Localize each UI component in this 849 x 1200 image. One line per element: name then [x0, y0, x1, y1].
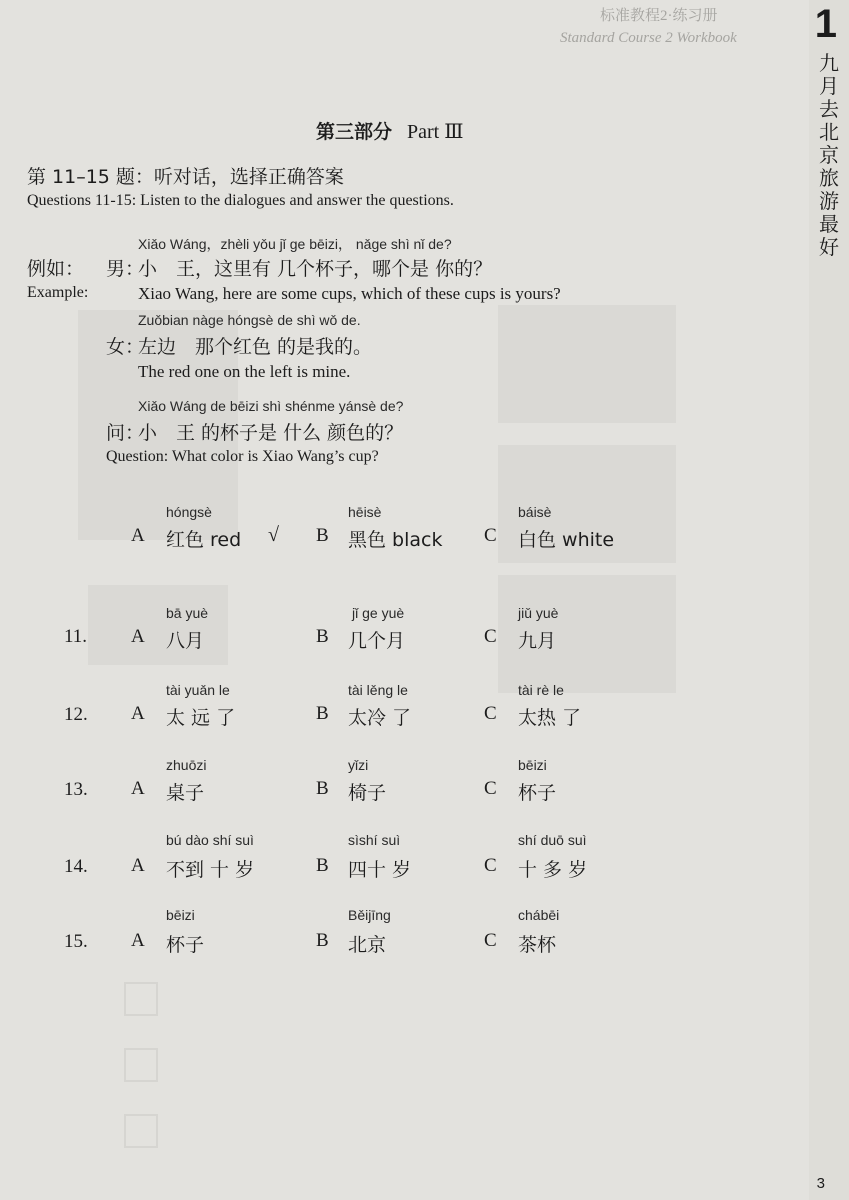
question-13-option-b-pinyin: yǐzi: [348, 757, 369, 773]
section-title-en: Part Ⅲ: [407, 121, 464, 143]
example-option-a-pinyin: hóngsè: [166, 504, 212, 520]
instructions-cn: 第 11–15 题：听对话，选择正确答案: [27, 166, 344, 188]
example-man-english: Xiao Wang, here are some cups, which of these cups is yours?: [138, 284, 561, 303]
bleed-through-image-1: [498, 305, 676, 423]
example-option-b-pinyin: hēisè: [348, 504, 382, 520]
question-11-option-b-pinyin: jǐ ge yuè: [352, 605, 405, 621]
question-11-option-b-letter: B: [316, 626, 329, 647]
question-14-option-b-letter: B: [316, 855, 329, 876]
question-12-option-c-pinyin: tài rè le: [518, 682, 564, 698]
section-title: [316, 117, 464, 144]
question-11-number: 11.: [64, 626, 88, 647]
example-question-hanzi: 小 王 的杯子是 什么 颜色的？: [138, 422, 404, 444]
question-13-option-c-text: 杯子: [518, 782, 557, 804]
example-woman-english: The red one on the left is mine.: [138, 362, 351, 381]
question-13-option-a-letter: A: [131, 778, 145, 799]
question-15-option-c-pinyin: chábēi: [518, 907, 560, 923]
question-14-option-b-pinyin: sìshí suì: [348, 832, 401, 848]
question-12-option-a-text: 太 远 了: [166, 707, 236, 729]
question-15-option-c-text: 茶杯: [518, 934, 557, 956]
example-option-c-text: 白色 white: [518, 529, 615, 551]
question-13-option-a-text: 桌子: [166, 782, 205, 804]
question-15-option-a-letter: A: [131, 930, 145, 951]
example-label-cn: 例如：: [27, 258, 85, 280]
running-header-subtitle: Standard Course 2 Workbook: [560, 30, 737, 46]
question-15-option-b-text: 北京: [348, 934, 387, 956]
question-15-option-b-pinyin: Běijīng: [348, 907, 391, 923]
question-12-option-c-letter: C: [484, 703, 497, 724]
question-14-option-c-pinyin: shí duō suì: [518, 832, 587, 848]
example-question-role: 问：: [106, 422, 145, 444]
example-option-b-letter: B: [316, 525, 329, 546]
question-13-option-c-pinyin: bēizi: [518, 757, 547, 773]
question-14-option-b-text: 四十 岁: [348, 859, 412, 881]
example-option-a-letter: A: [131, 525, 145, 546]
question-14-option-a-letter: A: [131, 855, 145, 876]
question-14-option-a-text: 不到 十 岁: [166, 859, 255, 881]
page-number: 3: [816, 1175, 825, 1192]
question-14-option-a-pinyin: bú dào shí suì: [166, 832, 254, 848]
running-header-top: 标准教程2·练习册: [600, 8, 718, 24]
chapter-number: 1: [814, 2, 837, 46]
question-12-option-b-text: 太冷 了: [348, 707, 412, 729]
question-15-option-c-letter: C: [484, 930, 497, 951]
question-12-option-b-pinyin: tài lěng le: [348, 682, 408, 698]
example-woman-hanzi: 左边 那个红色 的是我的。: [138, 336, 373, 358]
question-12-option-a-pinyin: tài yuǎn le: [166, 682, 230, 698]
example-option-c-pinyin: báisè: [518, 504, 552, 520]
example-option-b-text: 黑色 black: [348, 529, 443, 551]
question-15-option-a-text: 杯子: [166, 934, 205, 956]
question-13-option-b-text: 椅子: [348, 782, 387, 804]
bleed-through-checkbox-1: [124, 982, 158, 1016]
section-title-cn: 第三部分: [316, 121, 393, 143]
example-question-english: Question: What color is Xiao Wang’s cup?: [106, 448, 379, 465]
question-11-option-c-letter: C: [484, 626, 497, 647]
question-15-number: 15.: [64, 931, 88, 952]
question-15-option-a-pinyin: bēizi: [166, 907, 195, 923]
question-15-option-b-letter: B: [316, 930, 329, 951]
question-11-option-c-text: 九月: [518, 630, 557, 652]
bleed-through-checkbox-2: [124, 1048, 158, 1082]
instructions-en: Questions 11-15: Listen to the dialogues and answer the questions.: [27, 192, 454, 209]
example-option-a-text: 红色 red: [166, 529, 242, 551]
example-answer-check-mark: √: [268, 524, 279, 546]
example-woman-pinyin: Zuǒbian nàge hóngsè de shì wǒ de.: [138, 312, 361, 328]
example-man-pinyin: Xiǎo Wáng，zhèli yǒu jǐ ge bēizi， nǎge shì nǐ de?: [138, 236, 452, 252]
question-11-option-a-pinyin: bā yuè: [166, 605, 209, 621]
example-man-role: 男：: [106, 258, 145, 280]
question-12-option-a-letter: A: [131, 703, 145, 724]
question-13-option-b-letter: B: [316, 778, 329, 799]
example-label-en: Example:: [27, 284, 89, 301]
question-11-option-a-text: 八月: [166, 630, 205, 652]
question-12-option-c-text: 太热 了: [518, 707, 582, 729]
question-11-option-a-letter: A: [131, 626, 145, 647]
question-13-option-c-letter: C: [484, 778, 497, 799]
bleed-through-image-5: [88, 585, 228, 665]
example-question-pinyin: Xiǎo Wáng de bēizi shì shénme yánsè de?: [138, 398, 404, 414]
chapter-title-vertical: 九月去北京旅游最好: [819, 51, 839, 259]
example-woman-role: 女：: [106, 336, 145, 358]
question-14-number: 14.: [64, 856, 88, 877]
question-14-option-c-text: 十 多 岁: [518, 859, 588, 881]
question-11-option-c-pinyin: jiǔ yuè: [518, 605, 559, 621]
question-12-number: 12.: [64, 704, 88, 725]
question-11-option-b-text: 几个月: [348, 630, 406, 652]
question-12-option-b-letter: B: [316, 703, 329, 724]
bleed-through-checkbox-3: [124, 1114, 158, 1148]
question-14-option-c-letter: C: [484, 855, 497, 876]
question-13-number: 13.: [64, 779, 88, 800]
example-man-hanzi: 小 王，这里有 几个杯子，哪个是 你的？: [138, 258, 493, 280]
question-13-option-a-pinyin: zhuōzi: [166, 757, 207, 773]
example-option-c-letter: C: [484, 525, 497, 546]
